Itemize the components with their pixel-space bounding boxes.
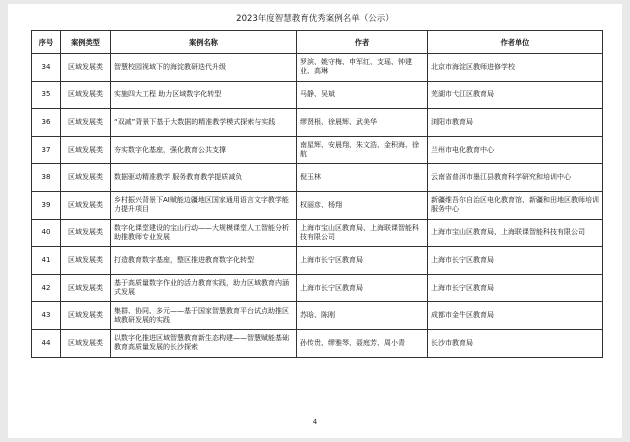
cell-no: 44 [32,329,61,357]
table-row [32,136,603,164]
cell-name: 夯实数字化基座，强化教育公共支撑 [111,136,297,164]
cell-author: 南星辉、安晨翔、朱文浩、金积海、徐航 [297,136,428,164]
cell-author: 缪贤根、徐晨辉、武美华 [297,109,428,137]
cell-name: 数据驱动精准教学 服务教育教学提质减负 [111,164,297,192]
header-author: 作者 [297,31,428,54]
table-row [32,247,603,275]
table-row [32,81,603,109]
cell-no: 35 [32,81,61,109]
header-type: 案例类型 [61,31,111,54]
cell-type: 区域发展类 [61,81,111,109]
table-row [32,191,603,219]
cell-author: 权丽彦、杨翔 [297,191,428,219]
cell-author: 罗滨、姚守梅、申军红、支瑶、钟建业、高琳 [297,54,428,82]
table-row [32,109,603,137]
header-unit: 作者单位 [428,31,603,54]
cell-no: 39 [32,191,61,219]
cell-author: 马静、吴斌 [297,81,428,109]
cell-unit: 云南省普洱市墨江县教育科学研究和培训中心 [428,164,603,192]
table-row [32,329,603,357]
cell-type: 区域发展类 [61,274,111,302]
table-body [32,54,603,358]
cell-name: “双减”背景下基于大数据的精准教学模式探索与实践 [111,109,297,137]
cell-unit: 新疆维吾尔自治区电化教育馆、新疆和田地区教师培训服务中心 [428,191,603,219]
cases-table [31,30,603,358]
cell-unit: 浏阳市教育局 [428,109,603,137]
cell-type: 区域发展类 [61,164,111,192]
cell-no: 36 [32,109,61,137]
cell-unit: 兰州市电化教育中心 [428,136,603,164]
document-page [8,4,622,438]
cell-unit: 长沙市教育局 [428,329,603,357]
table-row [32,219,603,247]
cell-no: 40 [32,219,61,247]
table-row [32,302,603,330]
cell-author: 上海市宝山区教育局、上海联课智能科技有限公司 [297,219,428,247]
cell-type: 区域发展类 [61,219,111,247]
cell-unit: 上海市长宁区教育局 [428,274,603,302]
cell-author: 苏晗、陈刚 [297,302,428,330]
table-row [32,54,603,82]
cell-type: 区域发展类 [61,54,111,82]
header-no: 序号 [32,31,61,54]
cell-unit: 芜湖市弋江区教育局 [428,81,603,109]
cell-no: 42 [32,274,61,302]
cell-author: 上海市长宁区教育局 [297,247,428,275]
cell-author: 上海市长宁区教育局 [297,274,428,302]
cell-no: 37 [32,136,61,164]
cell-name: 数字化课堂建设的宝山行动——大规模课堂人工智能分析助推教师专业发展 [111,219,297,247]
cell-type: 区域发展类 [61,302,111,330]
cell-type: 区域发展类 [61,247,111,275]
cell-name: 乡村振兴背景下AI赋能边疆地区国家通用语言文字教学能力提升项目 [111,191,297,219]
cell-no: 43 [32,302,61,330]
cell-name: 实施四大工程 助力区域数字化转型 [111,81,297,109]
table-header-row [32,31,603,54]
cell-unit: 上海市宝山区教育局、上海联课智能科技有限公司 [428,219,603,247]
cell-type: 区域发展类 [61,191,111,219]
cell-type: 区域发展类 [61,136,111,164]
cell-no: 38 [32,164,61,192]
cell-name: 以数字化推进区域智慧教育新生态构建——智慧赋能基础教育高质量发展的长沙探索 [111,329,297,357]
cell-name: 集群、协同、多元——基于国家智慧教育平台试点助推区域教研发展的实践 [111,302,297,330]
cell-unit: 成都市金牛区教育局 [428,302,603,330]
cell-unit: 北京市海淀区教师进修学校 [428,54,603,82]
cell-no: 34 [32,54,61,82]
cell-unit: 上海市长宁区教育局 [428,247,603,275]
cell-name: 智慧校园视域下的海淀教研迭代升级 [111,54,297,82]
cell-no: 41 [32,247,61,275]
cell-author: 孙传贵、缪雅琴、聂庭芳、周小青 [297,329,428,357]
table-row [32,274,603,302]
cell-author: 倪玉林 [297,164,428,192]
cell-type: 区域发展类 [61,109,111,137]
cell-name: 打造教育数字基座，整区推进教育数字化转型 [111,247,297,275]
header-name: 案例名称 [111,31,297,54]
cell-name: 基于高质量数字作业的活力教育实践，助力区域教育内涵式发展 [111,274,297,302]
cell-type: 区域发展类 [61,329,111,357]
document-title: 2023年度智慧教育优秀案例名单（公示） [236,14,394,24]
page-number: 4 [312,418,318,426]
table-row [32,164,603,192]
